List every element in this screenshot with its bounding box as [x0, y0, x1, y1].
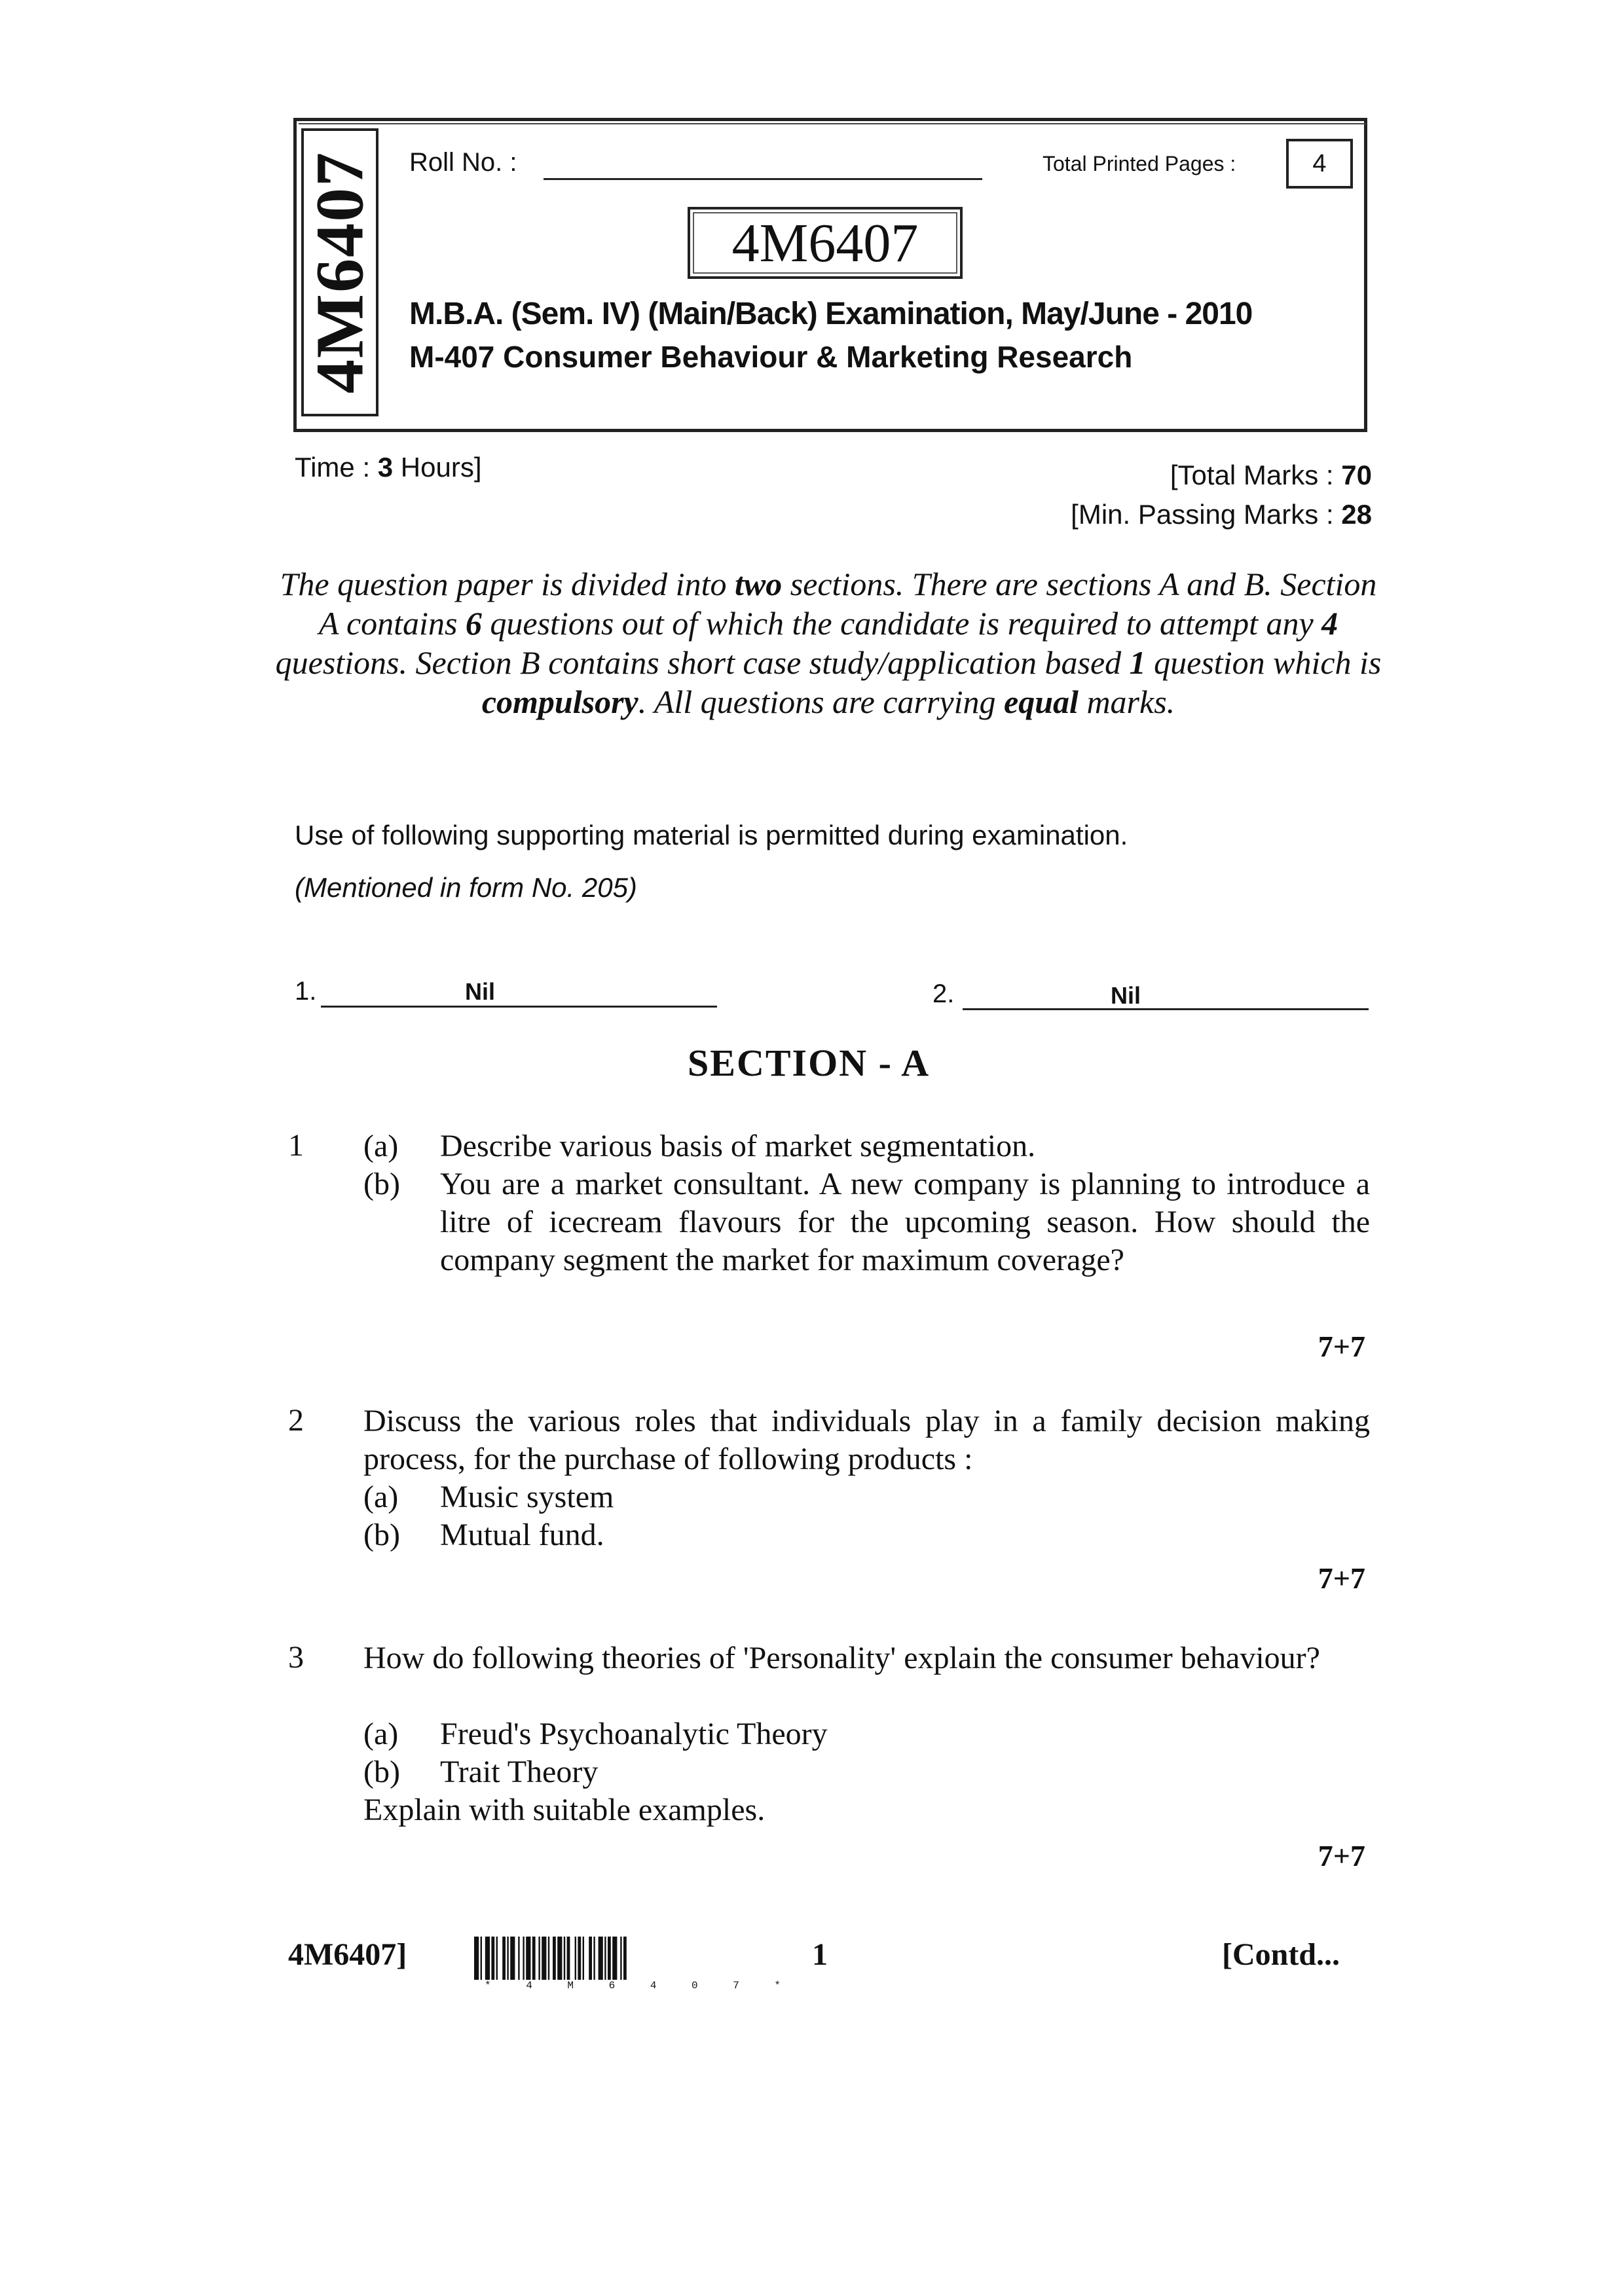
question-3-number: 3 [288, 1640, 304, 1675]
barcode-bar [599, 1937, 603, 1980]
barcode-bar [589, 1937, 592, 1980]
question-2a-text: Music system [440, 1480, 614, 1514]
question-3b-label: (b) [363, 1755, 400, 1789]
question-1a-label: (a) [363, 1129, 399, 1163]
question-2-number: 2 [288, 1403, 304, 1438]
time-allowed: Time : 3 Hours] [295, 452, 482, 483]
question-3b-text: Trait Theory [440, 1755, 599, 1789]
barcode-bar [564, 1937, 565, 1980]
barcode-bar [507, 1937, 508, 1980]
form-note: (Mentioned in form No. 205) [295, 872, 637, 903]
question-3-text: How do following theories of 'Personality' explain the consumer behaviour? [363, 1641, 1320, 1675]
total-marks: [Total Marks : 70 [1170, 460, 1372, 490]
barcode-bar [548, 1937, 549, 1980]
question-2-text: Discuss the various roles that individuals play in a family decision making process, for the purchase of following products : [363, 1404, 1370, 1476]
barcode-bar [491, 1937, 494, 1980]
roll-number-label: Roll No. : [409, 148, 517, 177]
barcode-caption: * 4 M 6 4 0 7 * [485, 1980, 796, 1992]
barcode-bar [523, 1937, 524, 1980]
barcode-bar [496, 1937, 498, 1980]
page-number: 1 [812, 1937, 828, 1972]
continued-note: [Contd... [1222, 1937, 1340, 1972]
material-item-1-number: 1. [295, 977, 317, 1006]
footer-paper-code: 4M6407] [288, 1937, 407, 1972]
barcode [474, 1937, 749, 1980]
barcode-bar [583, 1937, 584, 1980]
barcode-bar [510, 1937, 515, 1980]
supporting-material-text: Use of following supporting material is permitted during examination. [295, 820, 1128, 850]
barcode-bar [538, 1937, 540, 1980]
instructions-paragraph: The question paper is divided into two sections. There are sections A and B. Section A contains 6 questions out of which the candidate is required to attempt any 4 questions. Section B contains short case study/application based 1 question which is compulsory. All questions are carrying equal marks. [275, 566, 1382, 720]
roll-number-line [544, 178, 982, 180]
barcode-bar [526, 1937, 530, 1980]
barcode-bar [608, 1937, 611, 1980]
question-2-marks: 7+7 [1318, 1561, 1365, 1595]
barcode-bar [553, 1937, 556, 1980]
question-2b-text: Mutual fund. [440, 1518, 604, 1552]
barcode-bar [485, 1937, 490, 1980]
question-2a-label: (a) [363, 1480, 399, 1514]
material-item-1-value: Nil [465, 978, 496, 1005]
question-3-marks: 7+7 [1318, 1839, 1365, 1872]
barcode-bar [557, 1937, 562, 1980]
total-pages-value: 4 [1286, 139, 1353, 189]
question-1b-label: (b) [363, 1167, 400, 1201]
subject-title: M-407 Consumer Behaviour & Marketing Research [409, 340, 1133, 374]
question-3a-label: (a) [363, 1717, 399, 1751]
question-1-marks: 7+7 [1318, 1330, 1365, 1363]
header-inner-rule [299, 123, 1366, 124]
side-paper-code: 4M6407 [302, 151, 378, 394]
barcode-bar [593, 1937, 595, 1980]
barcode-bar [612, 1937, 617, 1980]
question-1a-text: Describe various basis of market segmentation. [440, 1129, 1036, 1163]
section-title: SECTION - A [688, 1042, 931, 1084]
barcode-bar [575, 1937, 576, 1980]
barcode-bar [532, 1937, 536, 1980]
material-item-2-value: Nil [1111, 982, 1141, 1009]
material-item-2-line [963, 1008, 1369, 1010]
barcode-bar [542, 1937, 546, 1980]
barcode-bar [620, 1937, 621, 1980]
question-1b-text: You are a market consultant. A new company is planning to introduce a litre of icecream flavours for the upcoming season. How should the company segment the market for maximum coverage? [440, 1167, 1370, 1277]
material-item-1-line [321, 1006, 717, 1008]
barcode-bar [502, 1937, 506, 1980]
barcode-bar [604, 1937, 606, 1980]
question-3-instruction: Explain with suitable examples. [363, 1793, 766, 1827]
question-3a-text: Freud's Psychoanalytic Theory [440, 1717, 828, 1751]
exam-title: M.B.A. (Sem. IV) (Main/Back) Examination, May/June - 2010 [409, 297, 1253, 331]
min-passing-marks: [Min. Passing Marks : 28 [1071, 499, 1372, 530]
total-pages-label: Total Printed Pages : [1043, 152, 1236, 175]
barcode-bar [474, 1937, 479, 1980]
barcode-bar [518, 1937, 519, 1980]
barcode-bar [623, 1937, 627, 1980]
paper-code: 4M6407 [693, 212, 957, 274]
barcode-bar [567, 1937, 570, 1980]
barcode-bar [481, 1937, 482, 1980]
barcode-bar [578, 1937, 581, 1980]
question-1-number: 1 [288, 1128, 304, 1163]
question-2b-label: (b) [363, 1518, 400, 1552]
material-item-2-number: 2. [932, 979, 955, 1008]
